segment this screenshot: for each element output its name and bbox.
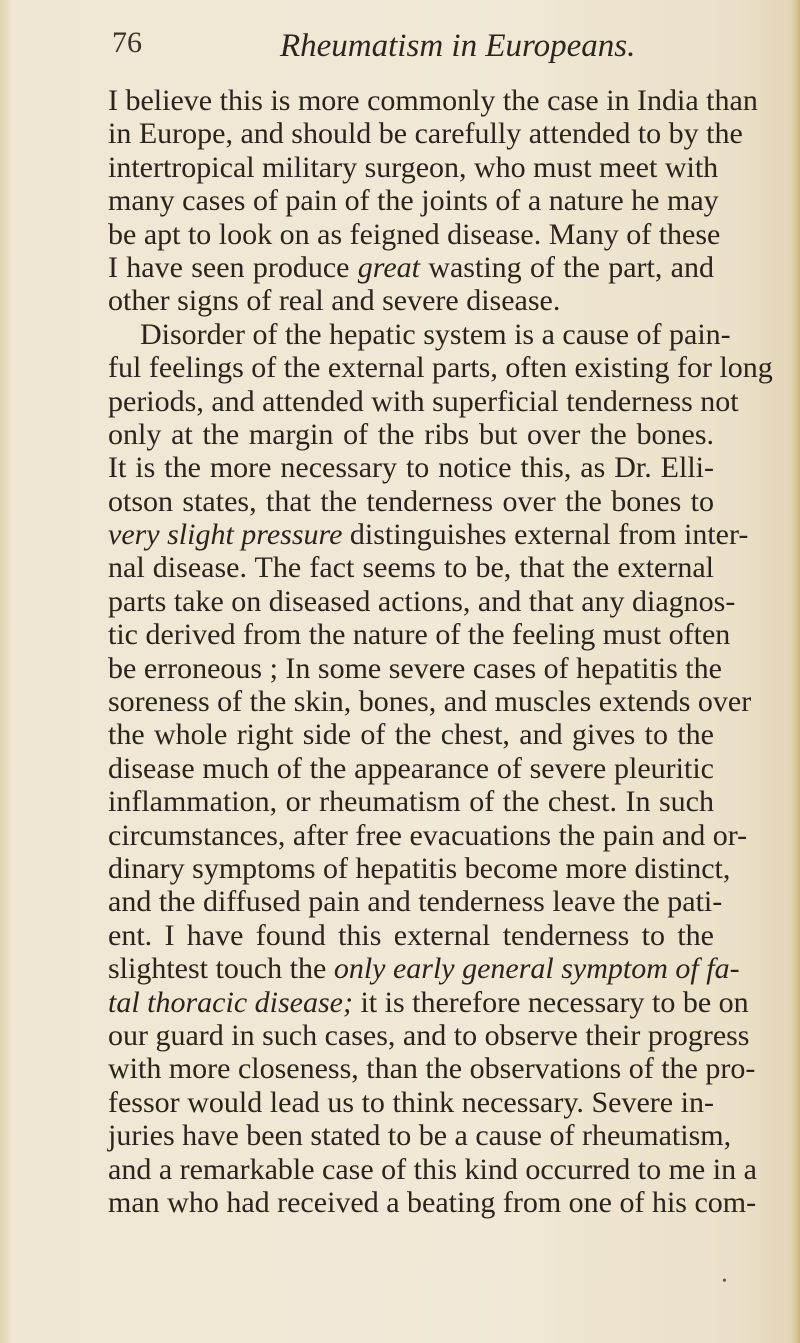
page-number: 76	[112, 26, 142, 59]
text-line	[108, 117, 743, 151]
page-edge-right	[790, 0, 800, 1343]
italic-text: only early general symptom of fa-	[333, 952, 740, 986]
text-run: nal disease. The fact seems to be, that the external	[108, 551, 714, 585]
ink-speck: •	[722, 1274, 727, 1289]
text-line	[108, 1119, 732, 1153]
text-line	[108, 317, 731, 351]
text-run: be erroneous ; In some severe cases of hepatitis the	[108, 651, 722, 685]
text-line	[108, 618, 731, 652]
text-run: ful feelings of the external parts, often existing for long	[108, 351, 773, 385]
text-run: dinary symptoms of hepatitis become more distinct,	[108, 851, 731, 885]
text-line	[108, 718, 714, 751]
text-run: with more closeness, than the observations of the pro-	[108, 1052, 756, 1086]
text-line	[108, 1052, 756, 1086]
text-line	[108, 1018, 750, 1052]
text-run: other signs of real and severe disease.	[108, 284, 561, 318]
text-line	[108, 84, 758, 117]
text-run: I believe this is more commonly the case in India than	[108, 84, 758, 117]
text-run: in Europe, and should be carefully attended to by the	[108, 117, 743, 151]
text-run: only at the margin of the ribs but over the bones.	[108, 417, 714, 451]
page-edge-left	[0, 0, 12, 1343]
body-text	[108, 84, 773, 1219]
italic-text: very slight pressure	[108, 518, 343, 552]
text-run: It is the more necessary to notice this, as Dr. Elli-	[108, 451, 714, 485]
text-run: parts take on diseased actions, and that any diagnos-	[108, 584, 736, 618]
text-line	[108, 785, 714, 818]
text-line	[108, 284, 714, 317]
text-run: wasting of the part, and	[420, 250, 714, 284]
text-line	[108, 885, 723, 919]
text-run: man who had received a beating from one of his com-	[108, 1185, 757, 1219]
text-run: I have seen produce	[108, 250, 358, 284]
text-run: intertropical military surgeon, who must meet with	[108, 150, 719, 184]
text-line	[108, 217, 721, 251]
text-run: our guard in such cases, and to observe their progress	[108, 1018, 750, 1052]
text-run: inflammation, or rheumatism of the chest. In such	[108, 785, 714, 819]
italic-text: great	[357, 250, 421, 284]
text-line	[108, 418, 714, 451]
text-run: distinguishes external from inter-	[342, 518, 749, 552]
text-run: the whole right side of the chest, and gives to the	[108, 718, 714, 752]
text-run: slightest touch the	[108, 952, 334, 986]
text-line	[108, 584, 736, 618]
text-line	[108, 351, 773, 385]
text-line	[108, 551, 714, 584]
text-line	[108, 485, 714, 518]
text-run: circumstances, after free evacuations the pain and or-	[108, 818, 748, 852]
text-run: otson states, that the tenderness over the bones to	[108, 484, 714, 518]
text-run: soreness of the skin, bones, and muscles extends over	[108, 685, 752, 719]
text-run: and the diffused pain and tenderness leave the pati-	[108, 885, 723, 919]
text-run: it is therefore necessary to be on	[352, 985, 749, 1019]
text-run: periods, and attended with superficial tenderness not	[108, 384, 739, 418]
text-run: Disorder of the hepatic system is a cause of pain-	[140, 317, 731, 351]
text-line	[108, 518, 749, 552]
text-line	[108, 752, 714, 785]
text-run: ent. I have found this external tenderness to the	[108, 918, 714, 952]
running-title: Rheumatism in Europeans.	[280, 28, 636, 64]
text-line	[108, 851, 731, 885]
text-run: juries have been stated to be a cause of rheumatism,	[108, 1119, 732, 1153]
text-line	[108, 985, 749, 1019]
text-line	[108, 685, 752, 719]
page-header	[112, 26, 712, 72]
text-run: many cases of pain of the joints of a nature he may	[108, 184, 719, 218]
text-line	[108, 1185, 757, 1219]
text-run: fessor would lead us to think necessary. Severe in-	[108, 1085, 714, 1119]
text-line	[108, 150, 719, 184]
text-run: be apt to look on as feigned disease. Many of these	[108, 217, 721, 251]
text-run: disease much of the appearance of severe pleuritic	[108, 751, 714, 785]
text-line	[108, 1086, 714, 1119]
text-line	[108, 184, 719, 218]
text-line	[108, 952, 740, 986]
text-run: and a remarkable case of this kind occurred to me in a	[108, 1152, 757, 1186]
text-line	[108, 651, 722, 685]
text-line	[108, 384, 739, 418]
text-line	[108, 919, 714, 952]
text-line	[108, 1152, 757, 1186]
text-line	[108, 251, 714, 284]
text-line	[108, 818, 748, 852]
text-line	[108, 451, 714, 484]
text-run: tic derived from the nature of the feeling must often	[108, 618, 731, 652]
italic-text: tal thoracic disease;	[108, 985, 353, 1019]
